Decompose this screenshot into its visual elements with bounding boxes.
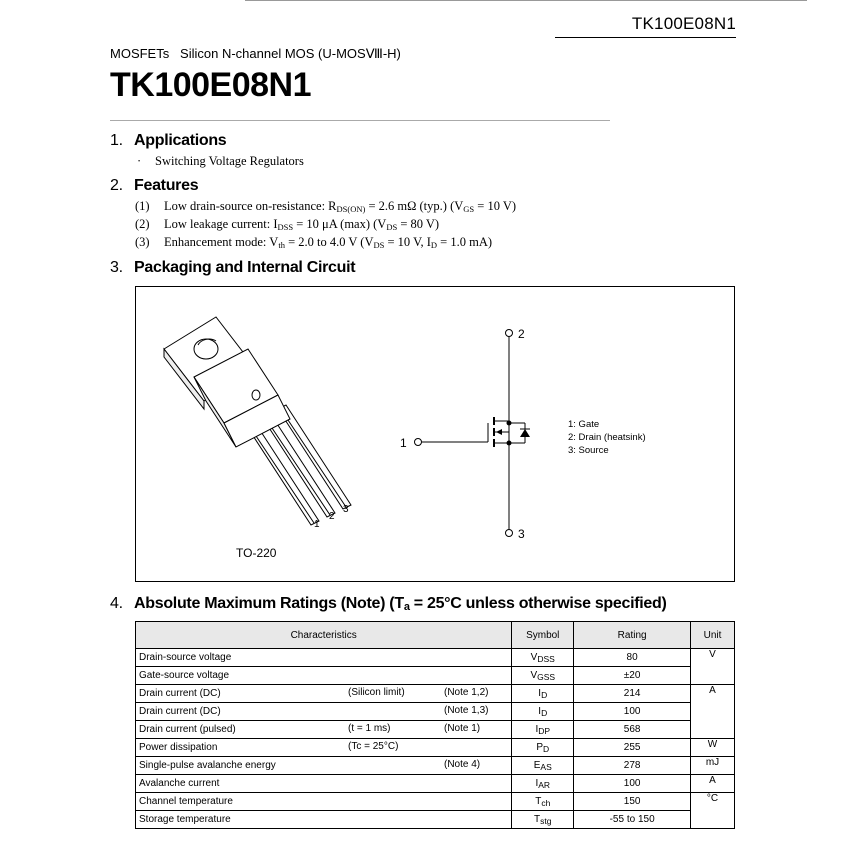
source-junction xyxy=(507,441,512,446)
feature-sub: DS(ON) xyxy=(336,204,366,214)
feature-text: = 10 V) xyxy=(474,199,517,213)
section-number: 4. xyxy=(110,595,123,612)
cell-rating: ±20 xyxy=(574,667,691,685)
table-row xyxy=(136,721,735,739)
subtitle: MOSFETs Silicon N-channel MOS (U-MOSⅧ-H) xyxy=(110,46,401,61)
cell-rating: 278 xyxy=(574,757,691,775)
cell-unit: mJ xyxy=(691,757,735,775)
cell-symbol xyxy=(512,811,574,829)
symbol-main: I xyxy=(538,687,542,699)
cell-characteristic xyxy=(136,739,512,757)
symbol-main: I xyxy=(538,705,542,717)
legend-gate: 1: Gate xyxy=(568,419,600,430)
symbol-main: I xyxy=(535,777,539,789)
title-rule xyxy=(110,120,610,121)
symbol-sub: DP xyxy=(538,725,551,736)
cell-rating: 214 xyxy=(574,685,691,703)
header-symbol: Symbol xyxy=(512,622,574,649)
diode-symbol xyxy=(520,429,530,437)
characteristic-name: Channel temperature xyxy=(139,796,233,807)
feature-item-1 xyxy=(135,199,516,214)
feature-text: = 2.6 mΩ (typ.) (V xyxy=(365,199,464,213)
feature-index: (1) xyxy=(135,199,150,213)
cell-rating: -55 to 150 xyxy=(574,811,691,829)
mosfet-arrow xyxy=(496,429,502,435)
cell-rating: 150 xyxy=(574,793,691,811)
terminal-label-2: 2 xyxy=(518,327,525,341)
cell-symbol xyxy=(512,721,574,739)
page-title: TK100E08N1 xyxy=(110,66,312,104)
section-title: = 25°C unless otherwise specified) xyxy=(409,595,667,612)
table-row xyxy=(136,667,735,685)
feature-sub: DS xyxy=(373,240,385,250)
legend-source: 3: Source xyxy=(568,445,609,456)
package-circuit-svg xyxy=(136,287,734,581)
pin-label-3: 3 xyxy=(343,504,349,515)
characteristic-note: (Note 1) xyxy=(444,723,481,734)
section-title: Applications xyxy=(134,132,227,149)
symbol-sub: D xyxy=(543,743,550,754)
section-title: Absolute Maximum Ratings (Note) (T xyxy=(134,595,404,612)
package-label: TO-220 xyxy=(236,546,277,560)
feature-index: (2) xyxy=(135,217,150,231)
header-part-number: TK100E08N1 xyxy=(631,14,736,33)
cell-characteristic xyxy=(136,811,512,829)
terminal-2 xyxy=(506,330,513,337)
terminal-label-1: 1 xyxy=(400,436,407,450)
section-features-heading xyxy=(110,177,198,195)
symbol-sub: D xyxy=(541,689,548,700)
top-rule xyxy=(245,0,807,1)
table-row xyxy=(136,685,735,703)
to220-package-drawing xyxy=(164,317,351,525)
ratings-table xyxy=(135,621,735,829)
cell-characteristic xyxy=(136,793,512,811)
cell-unit: °C xyxy=(691,793,735,829)
legend-drain: 2: Drain (heatsink) xyxy=(568,432,646,443)
section-applications-heading xyxy=(110,132,226,150)
feature-item-3 xyxy=(135,235,492,250)
symbol-sub: ch xyxy=(541,797,551,808)
terminal-label-3: 3 xyxy=(518,527,525,541)
table-row xyxy=(136,775,735,793)
feature-sub: th xyxy=(278,240,285,250)
symbol-main: T xyxy=(534,813,541,825)
characteristic-name: Gate-source voltage xyxy=(139,670,230,681)
tab-hole xyxy=(194,339,218,359)
section-packaging-heading xyxy=(110,259,355,277)
feature-sub: DSS xyxy=(277,222,294,232)
cell-rating: 568 xyxy=(574,721,691,739)
characteristic-name: Storage temperature xyxy=(139,814,231,825)
feature-text: = 80 V) xyxy=(397,217,440,231)
symbol-main: P xyxy=(536,741,544,753)
cell-rating: 255 xyxy=(574,739,691,757)
symbol-sub: DSS xyxy=(537,653,555,664)
section-number: 2. xyxy=(110,177,123,194)
cell-characteristic xyxy=(136,757,512,775)
section-ratings-heading xyxy=(110,595,667,613)
cell-rating: 100 xyxy=(574,775,691,793)
cell-characteristic xyxy=(136,703,512,721)
section-number: 1. xyxy=(110,132,123,149)
characteristic-name: Drain-source voltage xyxy=(139,652,232,663)
feature-text: = 2.0 to 4.0 V (V xyxy=(284,235,374,249)
cell-rating: 100 xyxy=(574,703,691,721)
symbol-sub: D xyxy=(541,707,548,718)
section-number: 3. xyxy=(110,259,123,276)
feature-text: Low drain-source on-resistance: R xyxy=(164,199,337,213)
symbol-main: E xyxy=(533,759,541,771)
cell-symbol xyxy=(512,775,574,793)
characteristic-note: (Note 1,3) xyxy=(444,705,489,716)
cell-characteristic xyxy=(136,721,512,739)
feature-sub: D xyxy=(430,240,438,250)
feature-text: = 10 V, I xyxy=(384,235,431,249)
section-title: Packaging and Internal Circuit xyxy=(134,259,356,276)
header-characteristics: Characteristics xyxy=(136,622,512,649)
cell-unit: V xyxy=(691,649,735,685)
feature-text: Low leakage current: I xyxy=(164,217,278,231)
pin-label-1: 1 xyxy=(314,519,320,530)
cell-characteristic xyxy=(136,649,512,667)
symbol-sub: AS xyxy=(540,761,552,772)
symbol-main: I xyxy=(535,723,539,735)
feature-text: Enhancement mode: V xyxy=(164,235,279,249)
feature-text: = 10 μA (max) (V xyxy=(293,217,387,231)
terminal-1 xyxy=(415,439,422,446)
table-row xyxy=(136,649,735,667)
cell-characteristic xyxy=(136,667,512,685)
drain-junction xyxy=(507,421,512,426)
table-row xyxy=(136,739,735,757)
feature-text: = 1.0 mA) xyxy=(437,235,493,249)
part-number-rule xyxy=(555,37,736,38)
characteristic-name: Avalanche current xyxy=(139,778,220,789)
characteristic-name: Power dissipation xyxy=(139,742,218,753)
characteristic-condition: (Silicon limit) xyxy=(348,687,405,698)
symbol-main: V xyxy=(530,669,538,681)
feature-index: (3) xyxy=(135,235,150,249)
symbol-main: V xyxy=(530,651,538,663)
table-header-row xyxy=(136,622,735,649)
characteristic-name: Drain current (DC) xyxy=(139,706,221,717)
cell-unit: A xyxy=(691,775,735,793)
package-diagram-box xyxy=(135,286,735,582)
characteristic-note: (Note 1,2) xyxy=(444,687,489,698)
characteristic-name: Drain current (DC) xyxy=(139,688,221,699)
header-unit: Unit xyxy=(691,622,735,649)
cell-symbol xyxy=(512,649,574,667)
characteristic-condition: (Tc = 25°C) xyxy=(348,741,399,752)
characteristic-note: (Note 4) xyxy=(444,759,481,770)
table-row xyxy=(136,703,735,721)
cell-unit: W xyxy=(691,739,735,757)
pin-label-2: 2 xyxy=(329,511,335,522)
cell-symbol xyxy=(512,757,574,775)
feature-sub: DS xyxy=(386,222,398,232)
symbol-sub: GSS xyxy=(537,671,556,682)
cell-characteristic xyxy=(136,775,512,793)
cell-symbol xyxy=(512,703,574,721)
cell-rating: 80 xyxy=(574,649,691,667)
application-text: Switching Voltage Regulators xyxy=(155,154,304,168)
header-rating: Rating xyxy=(574,622,691,649)
terminal-3 xyxy=(506,530,513,537)
cell-symbol xyxy=(512,739,574,757)
cell-characteristic xyxy=(136,685,512,703)
section-title: Features xyxy=(134,177,199,194)
characteristic-condition: (t = 1 ms) xyxy=(348,723,391,734)
feature-sub: GS xyxy=(463,204,475,214)
section-title-sub: a xyxy=(403,601,410,613)
table-row xyxy=(136,757,735,775)
characteristic-name: Drain current (pulsed) xyxy=(139,724,236,735)
cell-symbol xyxy=(512,685,574,703)
symbol-sub: stg xyxy=(540,815,552,826)
characteristic-name: Single-pulse avalanche energy xyxy=(139,760,276,771)
table-row xyxy=(136,793,735,811)
symbol-sub: AR xyxy=(538,779,551,790)
symbol-main: T xyxy=(535,795,542,807)
cell-symbol xyxy=(512,667,574,685)
application-item: · Switching Voltage Regulators xyxy=(137,154,304,168)
cell-symbol xyxy=(512,793,574,811)
table-row xyxy=(136,811,735,829)
cell-unit: A xyxy=(691,685,735,739)
feature-item-2 xyxy=(135,217,439,232)
mosfet-symbol xyxy=(422,337,530,529)
